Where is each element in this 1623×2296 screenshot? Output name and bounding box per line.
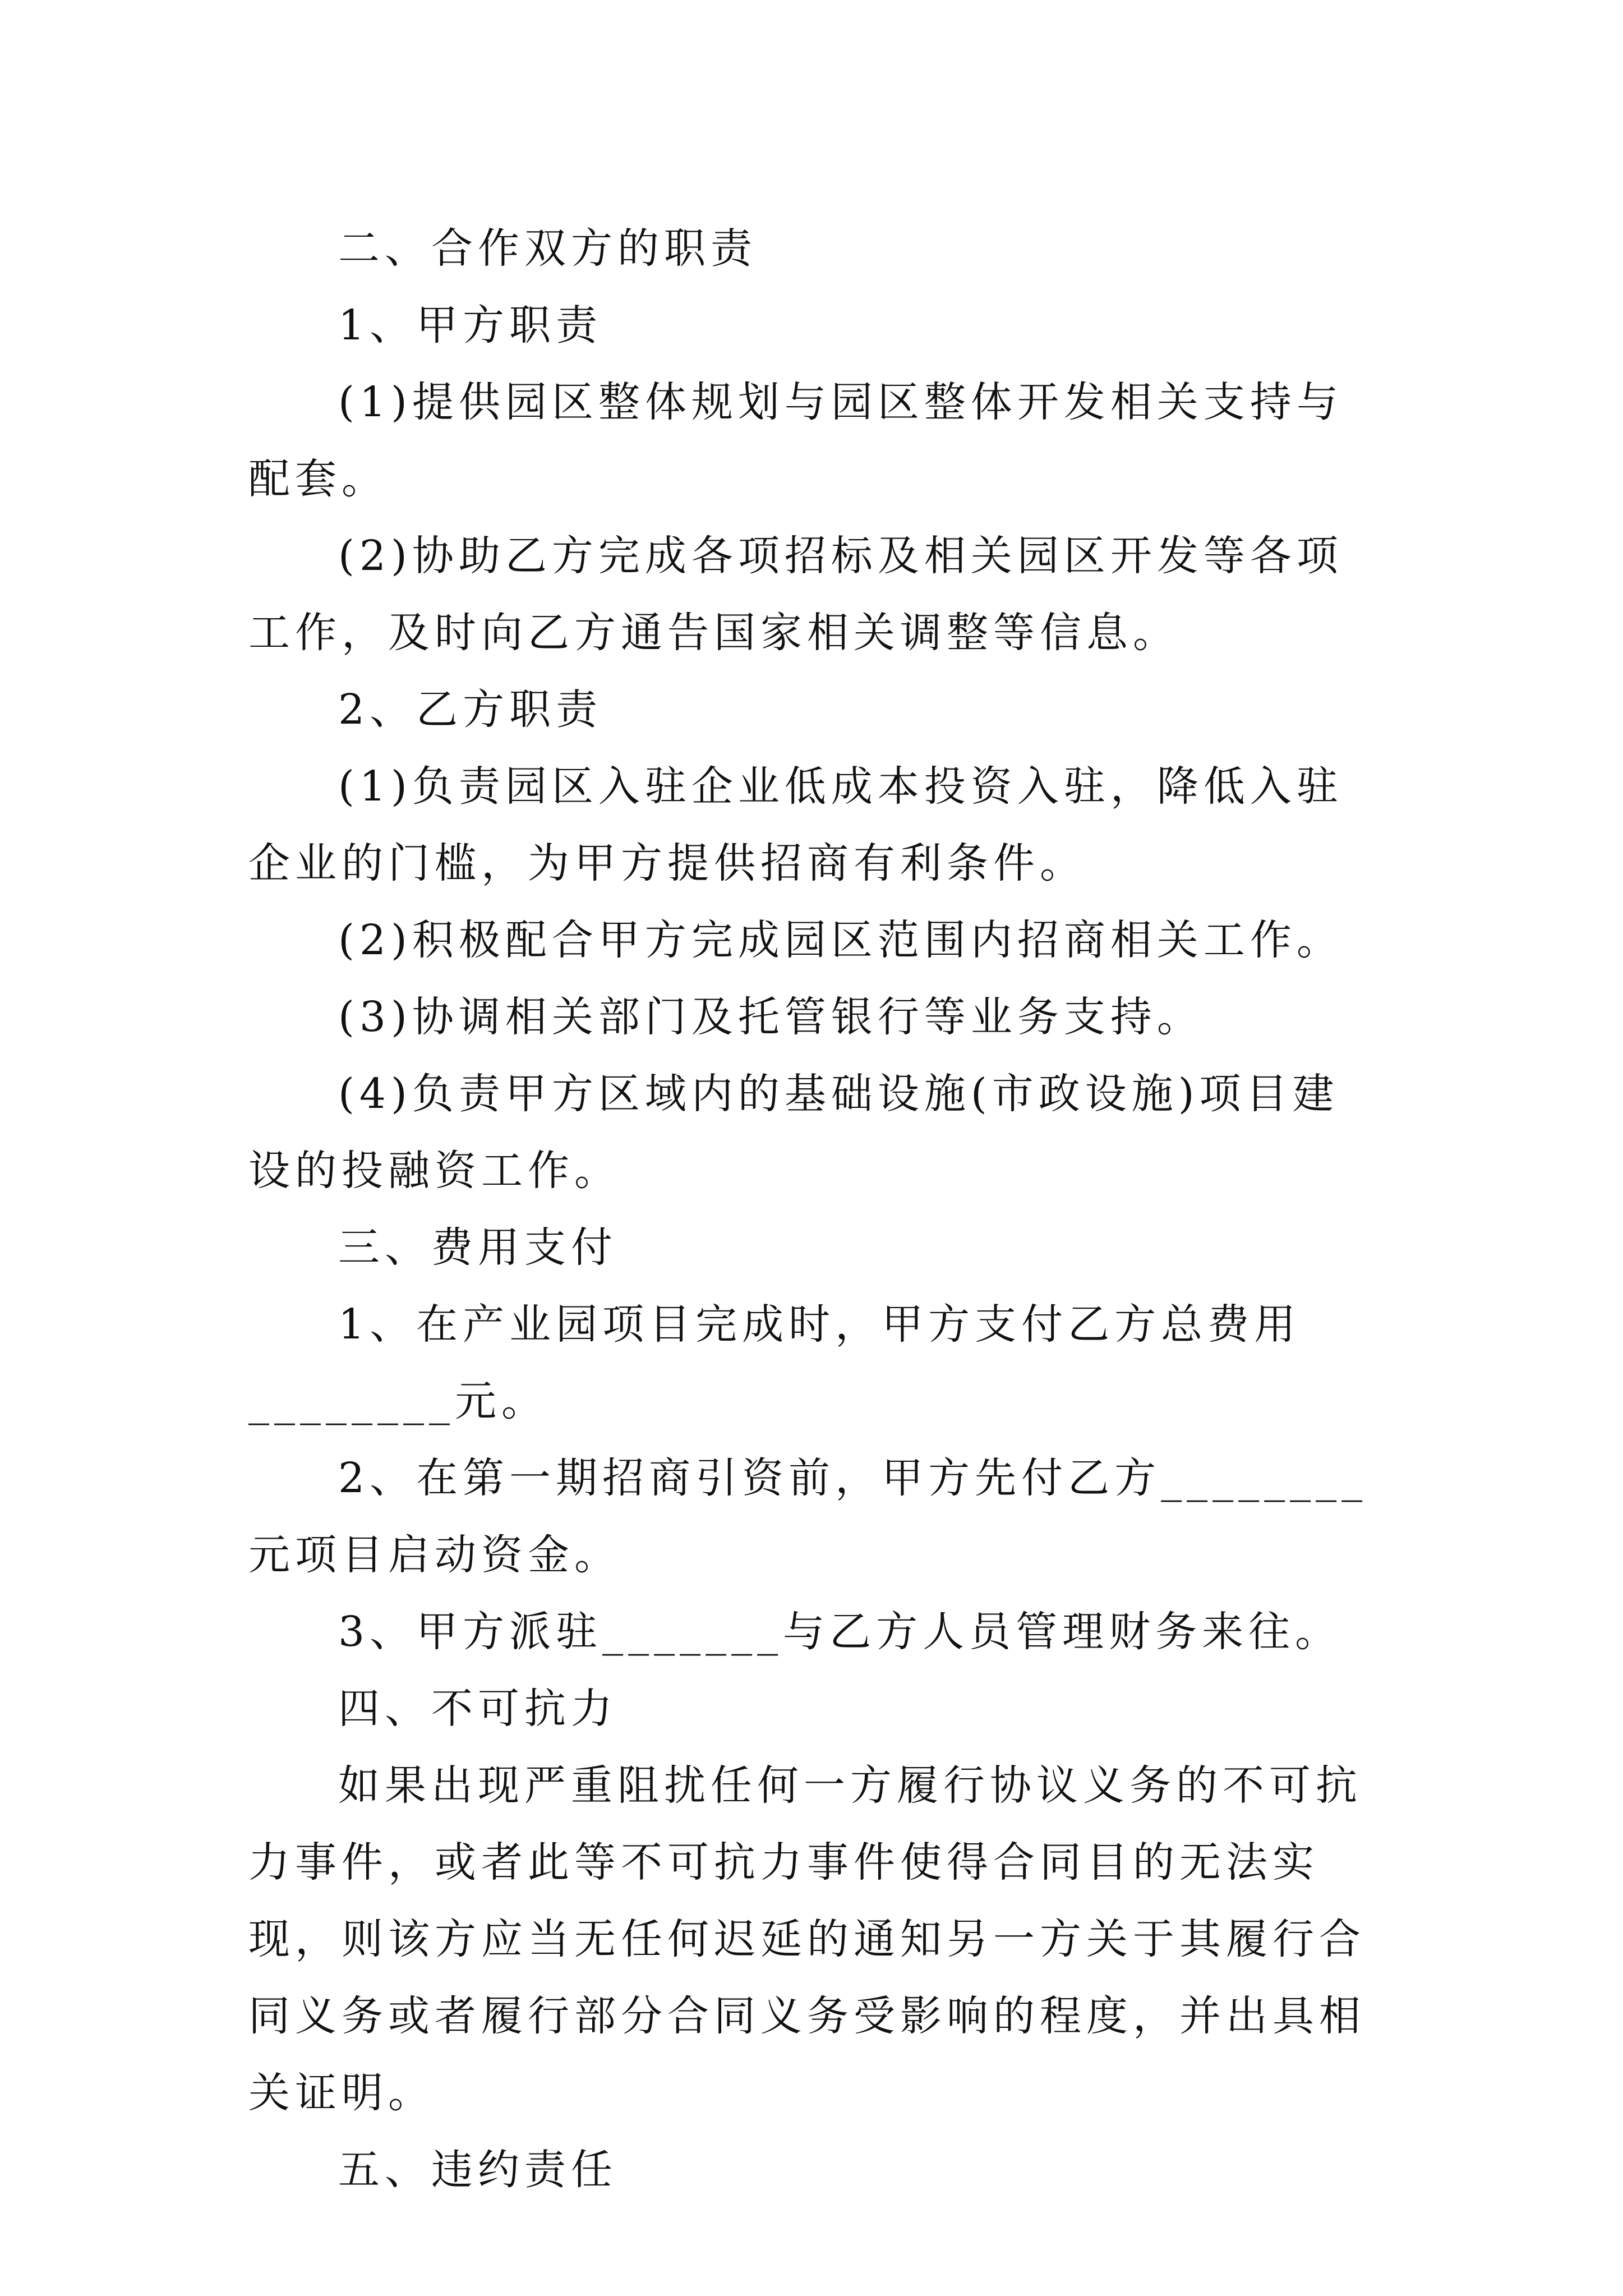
subheading-party-b-duties: 2、乙方职责 — [338, 685, 603, 734]
paragraph: (1)负责园区入驻企业低成本投资入驻，降低入驻企业的门槛，为甲方提供招商有利条件。 — [248, 762, 1343, 887]
section-heading-duties: 二、合作双方的职责 — [338, 224, 757, 273]
document-body — [248, 210, 1381, 2208]
paragraph: (1)提供园区整体规划与园区整体开发相关支持与配套。 — [248, 378, 1343, 503]
paragraph: (2)协助乙方完成各项招标及相关园区开发等各项工作，及时向乙方通告国家相关调整等信息。 — [248, 532, 1343, 657]
paragraph: (3)协调相关部门及托管银行等业务支持。 — [338, 993, 1204, 1041]
subheading-party-a-duties: 1、甲方职责 — [338, 301, 603, 349]
paragraph: (2)积极配合甲方完成园区范围内招商相关工作。 — [338, 916, 1343, 964]
paragraph: (4)负责甲方区域内的基础设施(市政设施)项目建设的投融资工作。 — [248, 1070, 1339, 1195]
paragraph: 3、甲方派驻_______与乙方人员管理财务来往。 — [338, 1608, 1342, 1656]
paragraph: 1、在产业园项目完成时，甲方支付乙方总费用________元。 — [248, 1300, 1301, 1425]
paragraph: 2、在第一期招商引资前，甲方先付乙方________元项目启动资金。 — [248, 1454, 1368, 1579]
section-heading-force-majeure: 四、不可抗力 — [338, 1685, 617, 1733]
section-heading-payment: 三、费用支付 — [338, 1223, 617, 1272]
paragraph: 如果出现严重阻扰任何一方履行协议义务的不可抗力事件，或者此等不可抗力事件使得合同目的无法实现，则该方应当无任何迟延的通知另一方关于其履行合同义务或者履行部分合同义务受影响的程度，并出具相关证明。 — [248, 1761, 1366, 2117]
section-heading-liability: 五、违约责任 — [338, 2146, 617, 2194]
